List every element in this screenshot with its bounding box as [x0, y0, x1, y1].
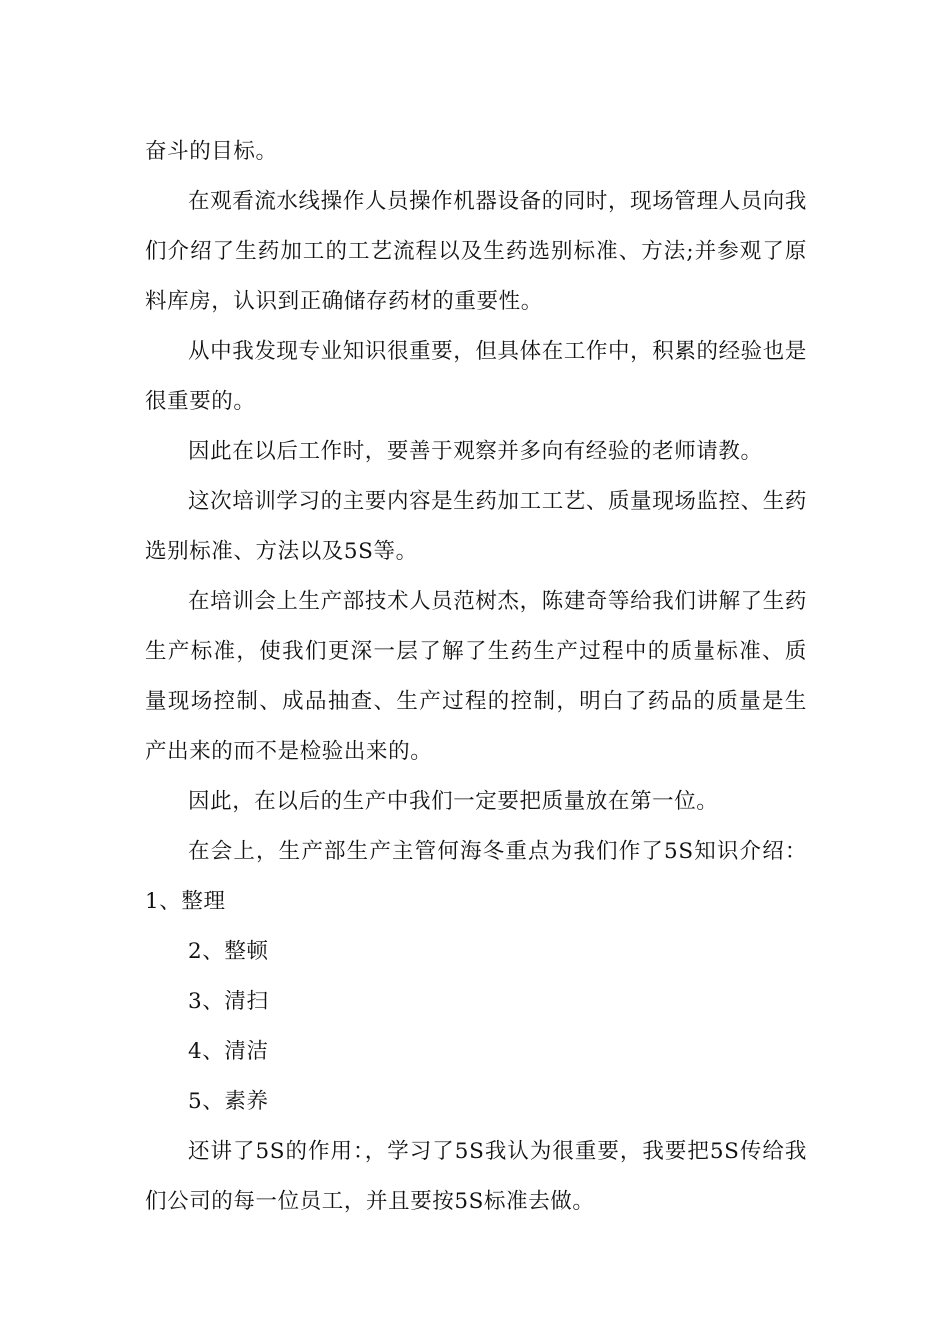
paragraph: 因此，在以后的生产中我们一定要把质量放在第一位。 [188, 789, 719, 814]
paragraph: 在观看流水线操作人员操作机器设备的同时，现场管理人员向我们介绍了生药加工的工艺流程以及生药选别标准、方法;并参观了原料库房，认识到正确储存药材的重要性。 [145, 189, 807, 314]
list-item: 3、清扫 [188, 989, 269, 1014]
paragraph: 在培训会上生产部技术人员范树杰，陈建奇等给我们讲解了生药生产标准，使我们更深一层了解了生药生产过程中的质量标准、质量现场控制、成品抽查、生产过程的控制，明白了药品的质量是生产出来的而不是检验出来的。 [145, 589, 807, 764]
paragraph: 因此在以后工作时，要善于观察并多向有经验的老师请教。 [188, 439, 763, 464]
list-item: 4、清洁 [188, 1039, 269, 1064]
paragraph: 奋斗的目标。 [145, 139, 278, 164]
list-item: 5、素养 [188, 1089, 269, 1114]
paragraph: 在会上，生产部生产主管何海冬重点为我们作了5S知识介绍：1、整理 [145, 839, 807, 914]
paragraph: 还讲了5S的作用：，学习了5S我认为很重要，我要把5S传给我们公司的每一位员工，并且要按5S标准去做。 [145, 1139, 807, 1214]
list-item: 2、整顿 [188, 939, 269, 964]
document-body [145, 127, 807, 1227]
paragraph: 从中我发现专业知识很重要，但具体在工作中，积累的经验也是很重要的。 [145, 339, 807, 414]
paragraph: 这次培训学习的主要内容是生药加工工艺、质量现场监控、生药选别标准、方法以及5S等。 [145, 489, 807, 564]
